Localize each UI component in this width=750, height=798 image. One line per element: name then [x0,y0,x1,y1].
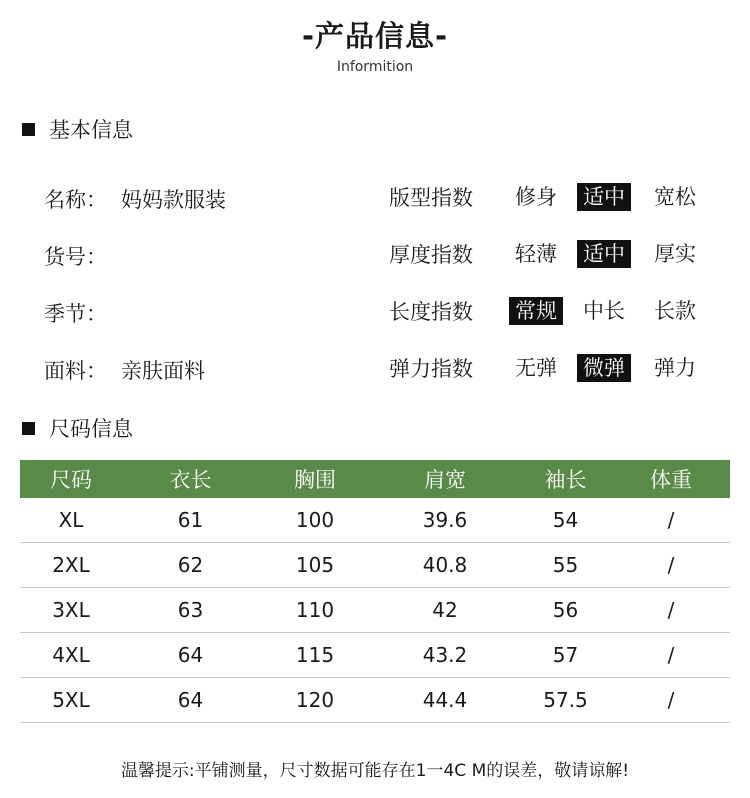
table-cell: 120 [259,678,371,723]
field-label: 面料： [44,359,107,383]
table-cell: 62 [122,543,259,588]
table-row [20,588,730,633]
table-row [20,633,730,678]
index-option: 中长 [583,299,625,323]
table-cell: 5XL [20,678,122,723]
table-cell: 55 [519,543,612,588]
table-cell: / [612,678,730,723]
field-fabric [44,355,205,385]
page-title: -产品信息- [301,19,449,53]
table-cell: 57 [519,633,612,678]
table-cell: 110 [259,588,371,633]
table-cell: 56 [519,588,612,633]
table-row [20,498,730,543]
field-label: 季节： [44,302,107,326]
field-name [44,184,226,214]
table-cell: 3XL [20,588,122,633]
field-item-number [44,241,121,271]
table-cell: 42 [371,588,519,633]
column-header: 胸围 [259,460,371,498]
table-cell: / [612,633,730,678]
column-header: 肩宽 [371,460,519,498]
index-option-selected: 适中 [577,183,631,211]
table-cell: 57.5 [519,678,612,723]
index-option: 厚实 [654,242,696,266]
table-cell: 4XL [20,633,122,678]
index-option-selected: 常规 [509,297,563,325]
table-cell: 44.4 [371,678,519,723]
index-option: 宽松 [654,185,696,209]
index-label: 弹力指数 [389,357,473,381]
column-header: 衣长 [122,460,259,498]
table-cell: 40.8 [371,543,519,588]
table-cell: / [612,543,730,588]
index-option: 弹力 [654,356,696,380]
table-cell: 64 [122,633,259,678]
table-cell: 105 [259,543,371,588]
table-cell: 61 [122,498,259,543]
table-cell: XL [20,498,122,543]
basic-info-heading-text: 基本信息 [49,118,133,142]
table-cell: 39.6 [371,498,519,543]
table-row [20,543,730,588]
basic-info-heading [22,114,133,144]
field-label: 名称： [44,188,107,212]
column-header: 袖长 [519,460,612,498]
index-label: 长度指数 [389,300,473,324]
size-table [20,460,730,723]
table-cell: 64 [122,678,259,723]
index-option-selected: 适中 [577,240,631,268]
index-option-selected: 微弹 [577,354,631,382]
square-bullet-icon [22,123,35,136]
table-cell: 54 [519,498,612,543]
table-cell: 2XL [20,543,122,588]
page-subtitle: Informition [336,59,414,75]
table-cell: 63 [122,588,259,633]
column-header: 体重 [612,460,730,498]
field-label: 货号： [44,245,107,269]
table-cell: / [612,588,730,633]
measurement-note: 温馨提示:平铺测量，尺寸数据可能存在1一4C M的误差，敬请谅解! [120,761,630,781]
index-label: 版型指数 [389,186,473,210]
index-option: 轻薄 [515,242,557,266]
square-bullet-icon [22,422,35,435]
table-cell: 115 [259,633,371,678]
index-option: 长款 [654,299,696,323]
table-row [20,678,730,723]
index-option: 无弹 [515,356,557,380]
size-info-heading-text: 尺码信息 [49,417,133,441]
index-label: 厚度指数 [389,243,473,267]
table-cell: 100 [259,498,371,543]
table-cell: 43.2 [371,633,519,678]
size-table-header [20,460,730,498]
field-value: 妈妈款服装 [121,188,226,212]
size-info-heading [22,413,133,443]
field-value: 亲肤面料 [121,359,205,383]
column-header: 尺码 [20,460,122,498]
table-cell: / [612,498,730,543]
field-season [44,298,121,328]
index-option: 修身 [515,185,557,209]
